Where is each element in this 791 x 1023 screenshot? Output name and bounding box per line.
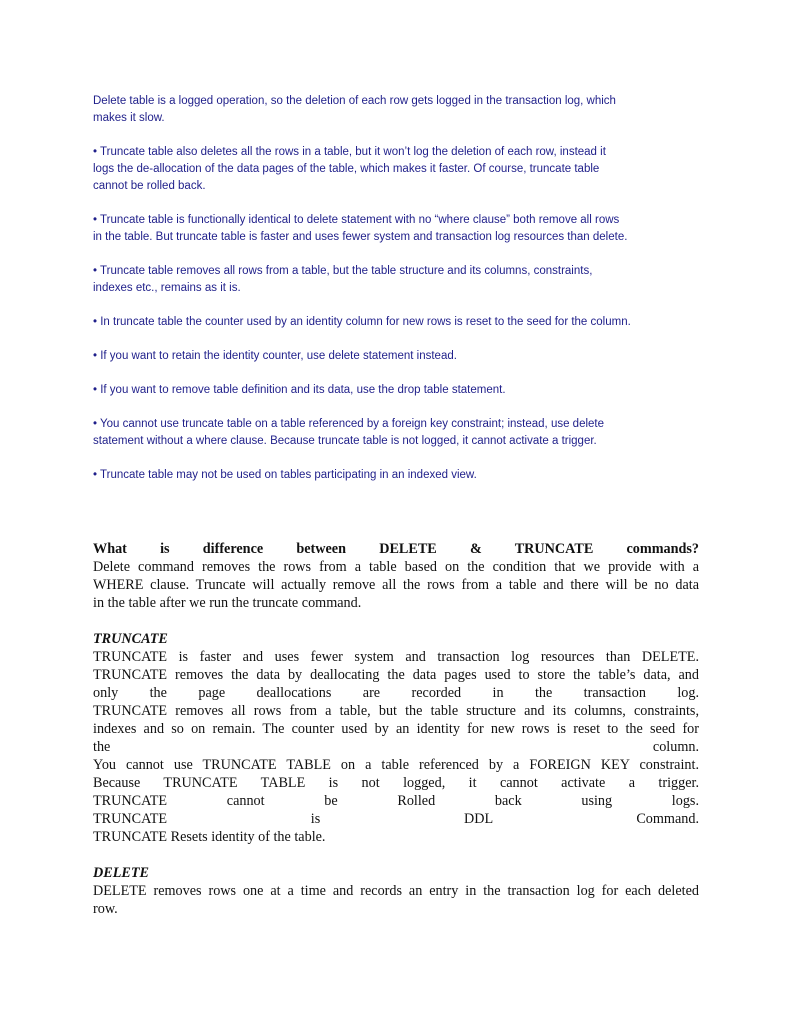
text-line: Delete command removes the rows from a table based on the condition that we provide with a bbox=[93, 559, 699, 575]
bullet-retain-identity bbox=[93, 348, 699, 365]
text-line: • If you want to retain the identity counter, use delete statement instead. bbox=[93, 350, 457, 362]
summary-notes bbox=[93, 93, 699, 501]
comparison-section bbox=[93, 540, 699, 918]
text-line: row. bbox=[93, 901, 118, 917]
text-line: makes it slow. bbox=[93, 112, 165, 124]
bullet-truncate-deallocation bbox=[93, 144, 699, 195]
text-line: • Truncate table removes all rows from a table, but the table structure and its columns, constraints, bbox=[93, 265, 593, 277]
text-line: TRUNCATE is DDL Command. bbox=[93, 811, 699, 827]
text-line: You cannot use TRUNCATE TABLE on a table referenced by a FOREIGN KEY constraint. bbox=[93, 757, 699, 773]
text-line: TRUNCATE Resets identity of the table. bbox=[93, 829, 326, 845]
text-line: cannot be rolled back. bbox=[93, 180, 206, 192]
text-line: • In truncate table the counter used by an identity column for new rows is reset to the seed for the column. bbox=[93, 316, 631, 328]
text-line: • Truncate table is functionally identical to delete statement with no “where clause” both remove all rows bbox=[93, 214, 620, 226]
bullet-drop-table bbox=[93, 382, 699, 399]
bullet-truncate-identical bbox=[93, 212, 699, 246]
bullet-foreign-key bbox=[93, 416, 699, 450]
text-line: • Truncate table may not be used on tables participating in an indexed view. bbox=[93, 469, 477, 481]
text-line: indexes and so on remain. The counter used by an identity for new rows is reset to the seed for bbox=[93, 721, 699, 737]
text-line: • You cannot use truncate table on a table referenced by a foreign key constraint; instead, use delete bbox=[93, 418, 605, 430]
text-line: TRUNCATE is faster and uses fewer system and transaction log resources than DELETE. bbox=[93, 649, 699, 665]
text-line: TRUNCATE removes the data by deallocating the data pages used to store the table’s data, and bbox=[93, 667, 699, 683]
text-line: Delete table is a logged operation, so the deletion of each row gets logged in the transaction log, which bbox=[93, 95, 616, 107]
text-line: • If you want to remove table definition and its data, use the drop table statement. bbox=[93, 384, 506, 396]
text-line: TRUNCATE cannot be Rolled back using logs. bbox=[93, 793, 699, 809]
delete-heading: DELETE bbox=[93, 865, 149, 881]
text-line: TRUNCATE removes all rows from a table, but the table structure and its columns, constraints, bbox=[93, 703, 699, 719]
text-line: WHERE clause. Truncate will actually remove all the rows from a table and there will be no data bbox=[93, 577, 699, 593]
text-line: the column. bbox=[93, 739, 699, 755]
truncate-heading: TRUNCATE bbox=[93, 631, 168, 647]
text-line: in the table. But truncate table is faster and uses fewer system and transaction log resources than delete. bbox=[93, 231, 628, 243]
text-line: statement without a where clause. Because truncate table is not logged, it cannot activate a trigger. bbox=[93, 435, 597, 447]
paragraph-delete-logged bbox=[93, 93, 699, 127]
text-line: Because TRUNCATE TABLE is not logged, it cannot activate a trigger. bbox=[93, 775, 699, 791]
bullet-truncate-structure bbox=[93, 263, 699, 297]
text-line: DELETE removes rows one at a time and records an entry in the transaction log for each deleted bbox=[93, 883, 699, 899]
text-line: logs the de-allocation of the data pages of the table, which makes it faster. Of course, truncate table bbox=[93, 163, 600, 175]
bullet-identity-reset bbox=[93, 314, 699, 331]
text-line: in the table after we run the truncate command. bbox=[93, 595, 362, 611]
bullet-indexed-view bbox=[93, 467, 699, 484]
text-line: • Truncate table also deletes all the rows in a table, but it won’t log the deletion of each row, instead it bbox=[93, 146, 606, 158]
text-line: only the page deallocations are recorded in the transaction log. bbox=[93, 685, 699, 701]
text-line: indexes etc., remains as it is. bbox=[93, 282, 241, 294]
question-heading: What is difference between DELETE & TRUNCATE commands? bbox=[93, 541, 699, 557]
